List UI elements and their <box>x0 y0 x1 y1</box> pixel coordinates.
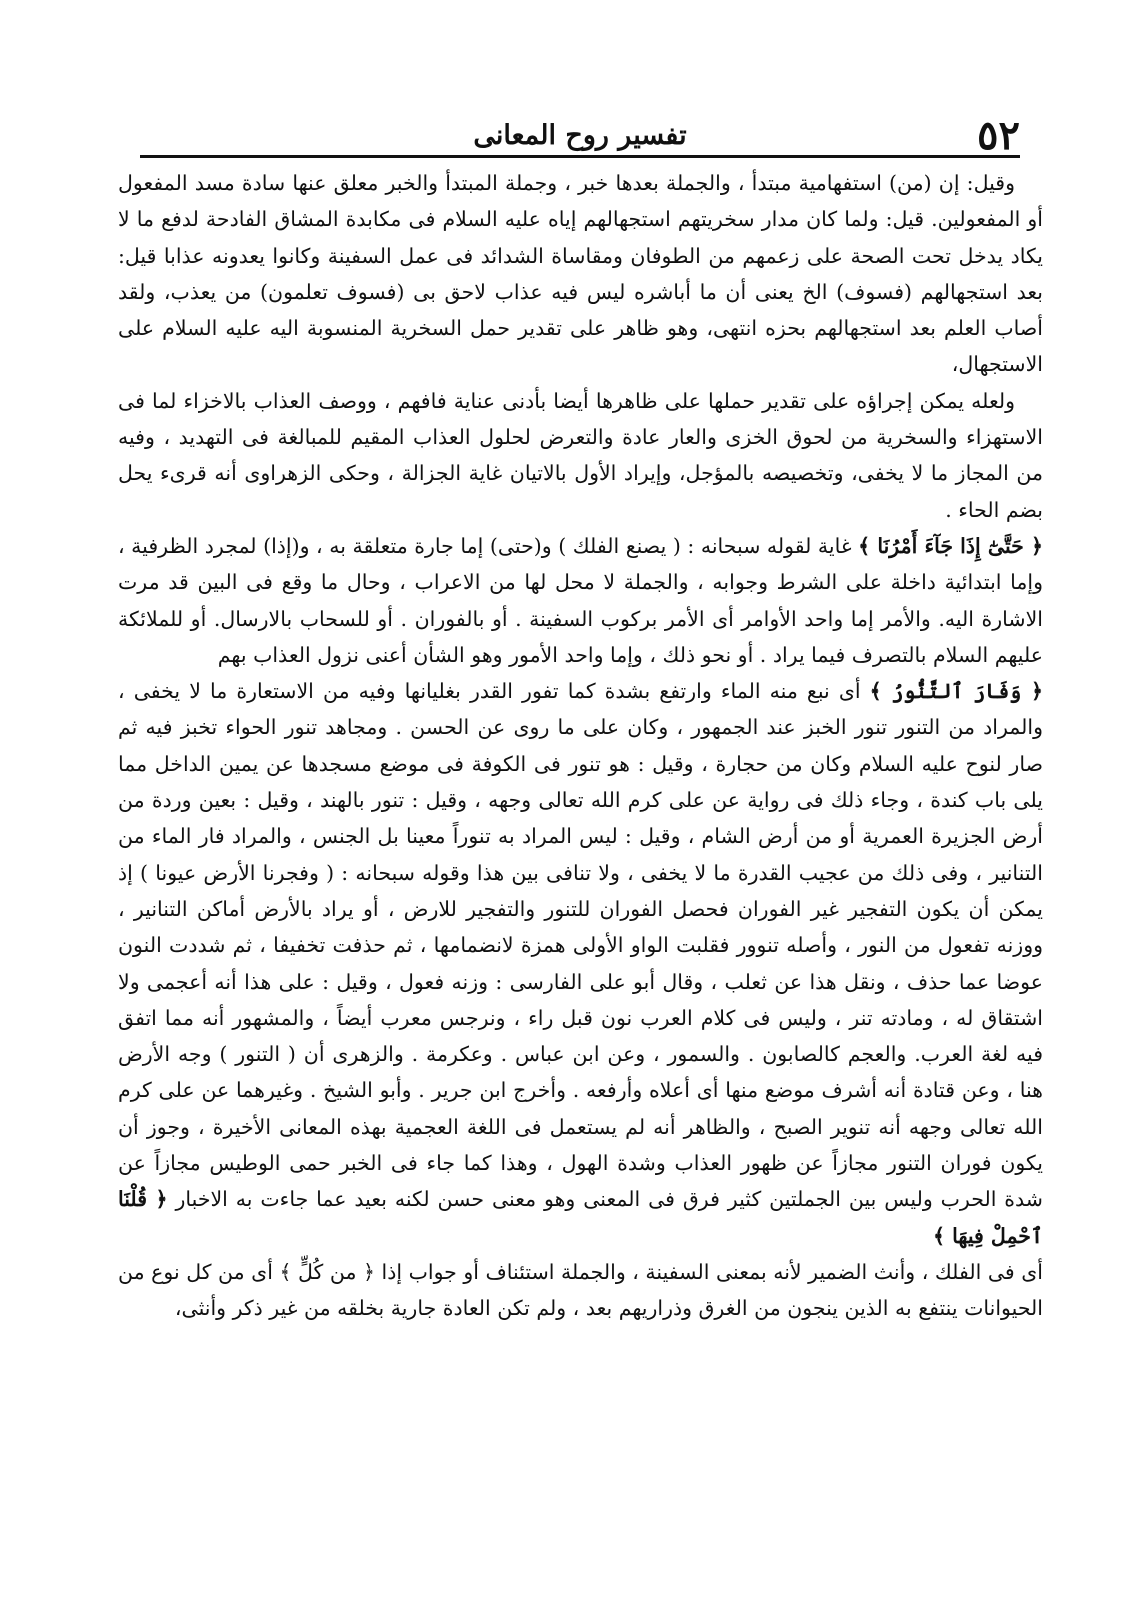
quran-verse-2: ﴿ وَفَارَ ٱلتَّنُّورُ ﴾ <box>869 679 1043 704</box>
paragraph-2-text: ولعله يمكن إجراؤه على تقدير حملها على ظاهرها أيضا بأدنى عناية فافهم ، ووصف العذاب بالاخزاء لما فى الاستهزاء والسخرية من لحوق الخزى والعار عادة والتعرض لحلول العذاب المقيم للمبالغة فى التهديد ، وفيه من المجاز ما لا يخفى، وتخصيصه بالمؤجل، وإيراد الأول بالاتيان غاية الجزالة ، وحكى الزهراوى أنه قرىء يحل بضم الحاء . <box>118 388 1043 522</box>
paragraph-1 <box>118 165 1043 383</box>
quran-verse-1: ﴿ حَتَّىٰٓ إِذَا جَآءَ أَمْرُنَا ﴾ <box>858 533 1044 558</box>
header-rule <box>140 155 1020 158</box>
paragraph-5-text: أى فى الفلك ، وأنث الضمير لأنه بمعنى السفينة ، والجملة استئناف أو جواب إذا ﴿ من كُلٍّ ﴾ أى من كل نوع من الحيوانات ينتفع به الذين ينجون من الغرق وذراريهم بعد ، ولم تكن العادة جارية بخلقه من غير ذكر وأنثى، <box>118 1259 1043 1321</box>
paragraph-4-text: أى نبع منه الماء وارتفع بشدة كما تفور القدر بغليانها وفيه من الاستعارة ما لا يخفى ، والمراد من التنور تنور الخبز عند الجمهور ، وكان على ما روى عن الحسن . ومجاهد تنور الحواء تخبز فيه ثم صار لنوح عليه السلام وكان من حجارة ، وقيل : هو تنور فى الكوفة فى موضع مسجدها عن يمين الداخل مما يلى باب كندة ، وجاء ذلك فى رواية عن على كرم الله تعالى وجهه ، وقيل : تنور بالهند ، وقيل : بعين وردة من أرض الجزيرة العمرية أو من أرض الشام ، وقيل : ليس المراد به تنوراً معينا بل الجنس ، والمراد فار الماء من التنانير ، وفى ذلك من عجيب القدرة ما لا يخفى ، ولا تنافى بين هذا وقوله سبحانه : ( وفجرنا الأرض عيونا ) إذ يمكن أن يكون التفجير غير الفوران فحصل الفوران للتنور والتفجير للارض ، أو يراد بالأرض أماكن التنانير ، ووزنه تفعول من النور ، وأصله تنوور فقلبت الواو الأولى همزة لانضمامها ، ثم حذفت تخفيفا ، ثم شددت النون عوضا عما حذف ، ونقل هذا عن ثعلب ، وقال أبو على الفارسى : وزنه فعول ، وقيل : على هذا أنه أعجمى ولا اشتقاق له ، ومادته تنر ، وليس فى كلام العرب نون قبل راء ، ونرجس معرب أيضاً ، والمشهور أنه مما اتفق فيه لغة العرب. والعجم كالصابون . والسمور ، وعن ابن عباس . وعكرمة . والزهرى أن ( التنور ) وجه الأرض هنا ، وعن قتادة أنه أشرف موضع منها أى أعلاه وأرفعه . وأخرج ابن جرير . وأبو الشيخ . وغيرهما عن على كرم الله تعالى وجهه أنه تنوير الصبح ، والظاهر أنه لم يستعمل فى اللغة العجمية بهذه المعانى الأخيرة ، وجوز أن يكون فوران التنور مجازاً عن ظهور العذاب وشدة الهول ، وهذا كما جاء فى الخبر حمى الوطيس مجازاً عن شدة الحرب وليس بين الجملتين كثير فرق فى المعنى وهو معنى حسن لكنه بعيد عما جاءت به الاخبار <box>118 679 1043 1212</box>
quran-verse-3: ﴿ قُلْنَا ٱحْمِلْ فِيهَا ﴾ <box>118 1187 1043 1248</box>
page-header <box>140 112 1020 160</box>
running-title: تفسير روح المعانى <box>473 120 687 151</box>
paragraph-4 <box>118 673 1043 1254</box>
body-text <box>118 165 1043 1327</box>
paragraph-3 <box>118 528 1043 673</box>
paragraph-1-text: وقيل: إن (من) استفهامية مبتدأ ، والجملة بعدها خبر ، وجملة المبتدأ والخبر معلق عنها سادة مسد المفعول أو المفعولين. قيل: ولما كان مدار سخريتهم استجهالهم إياه عليه السلام فى مكابدة المشاق الفادحة لدفع ما لا يكاد يدخل تحت الصحة على زعمهم من الطوفان ومقاساة الشدائد فى عمل السفينة وكانوا يعدونه عذابا قيل: بعد استجهالهم (فسوف) الخ يعنى أن ما أباشره ليس فيه عذاب لاحق بى (فسوف تعلمون) من يعذب، ولقد أصاب العلم بعد استجهالهم بحزه انتهى، وهو ظاهر على تقدير حمل السخرية المنسوبة اليه عليه السلام على الاستجهال، <box>118 171 1043 377</box>
paragraph-2 <box>118 383 1043 528</box>
paragraph-3-text: غاية لقوله سبحانه : ( يصنع الفلك ) و(حتى) إما جارة متعلقة به ، و(إذا) لمجرد الظرفية ، وإما ابتدائية داخلة على الشرط وجوابه ، والجملة لا محل لها من الاعراب ، وحال ما وقع فى البين قد مرت الاشارة اليه. والأمر إما واحد الأوامر أى الأمر بركوب السفينة . أو بالفوران . أو للسحاب بالارسال. أو للملائكة عليهم السلام بالتصرف فيما يراد . أو نحو ذلك ، وإما واحد الأمور وهو الشأن أعنى نزول العذاب بهم <box>118 533 1043 667</box>
paragraph-5 <box>118 1254 1043 1327</box>
page-number: ٥٢ <box>977 112 1020 159</box>
